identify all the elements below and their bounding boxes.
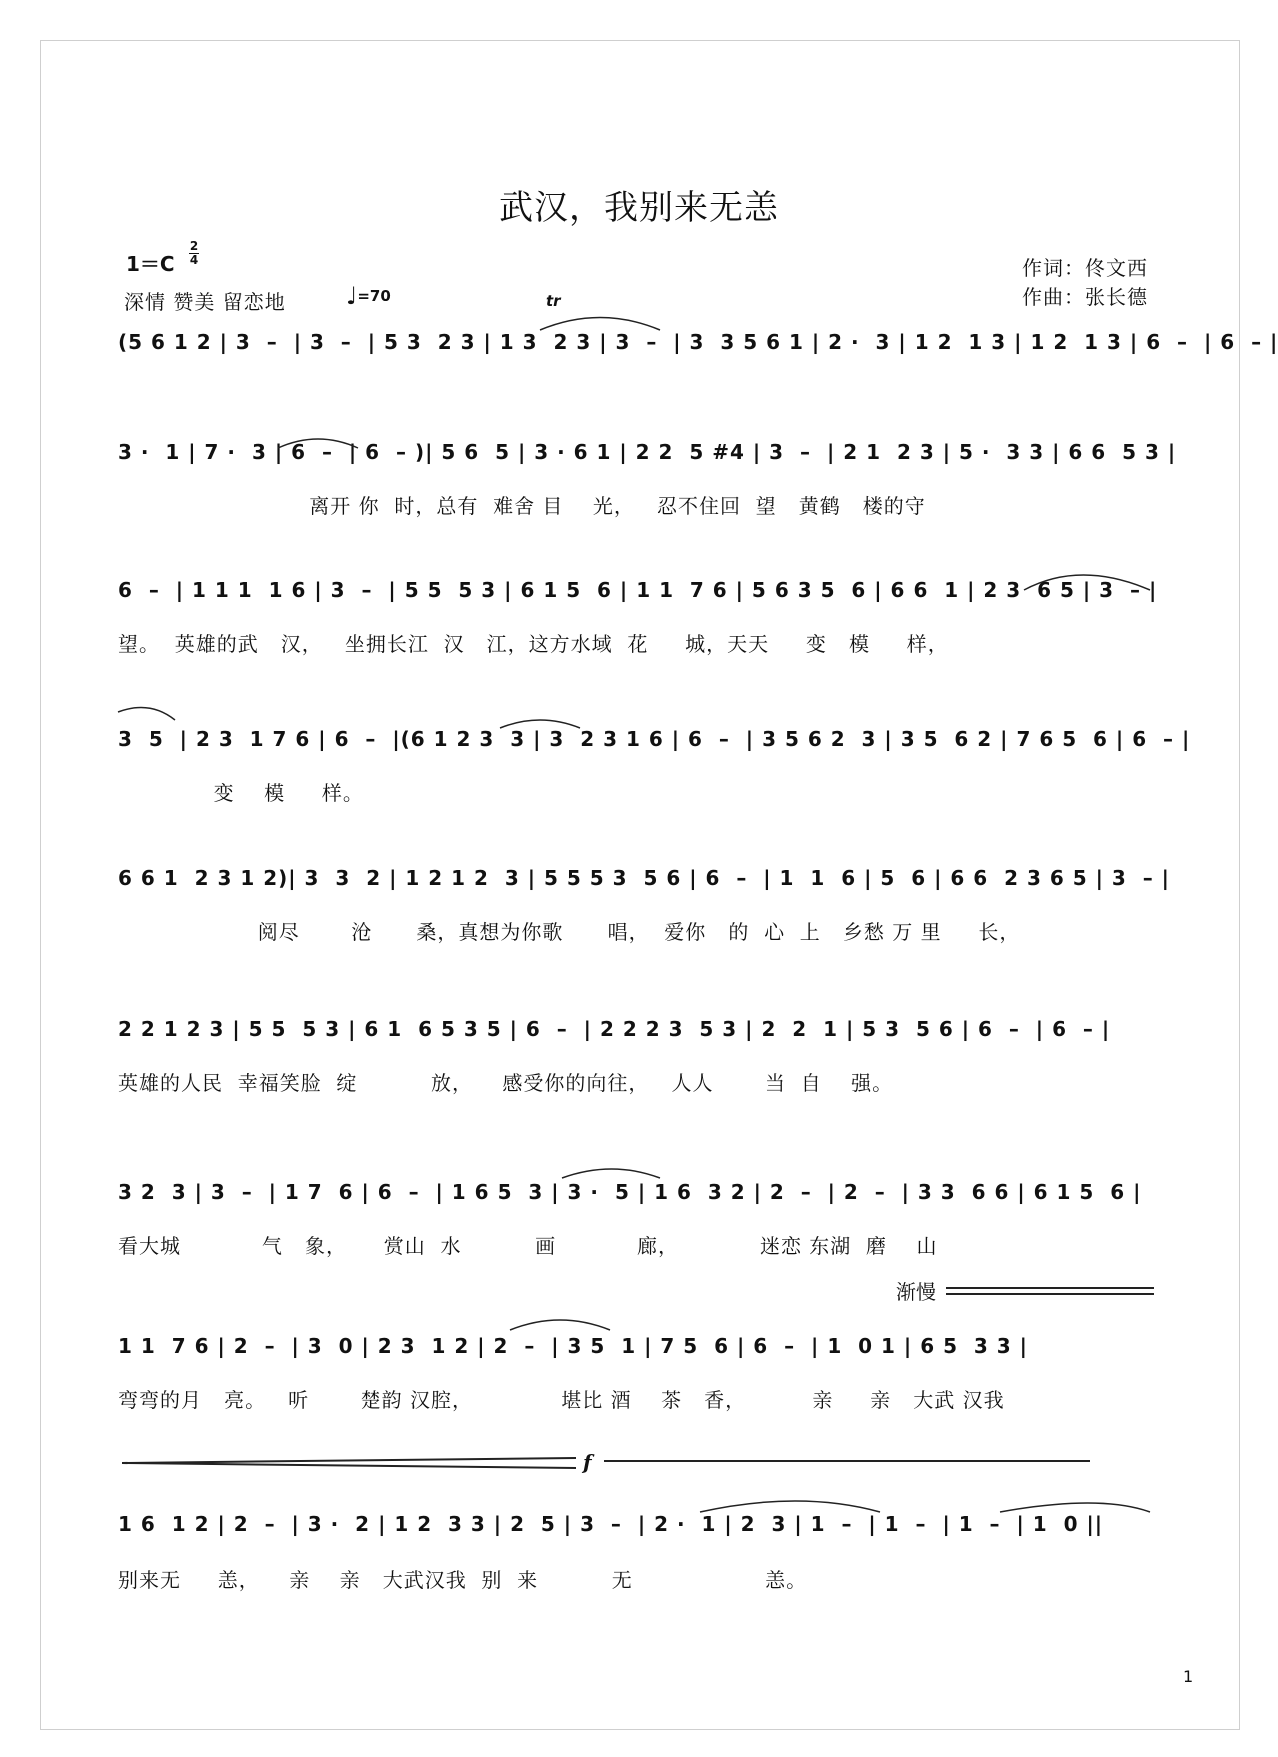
score-row-6	[118, 1017, 1158, 1095]
lyric-line: 望。 英雄的武 汉， 坐拥长江 汉 江，这方水域 花 城，天天 变 模 样，	[118, 632, 949, 656]
notation-line: 3 2 3 | 3 – | 1 7 6 | 6 – | 1 6 5 3 | 3 · 5 | 1 6 3 2 | 2 – | 2 – | 3 3 6 6 | 6 1 5 6 |	[118, 1180, 1142, 1204]
time-signature	[188, 240, 200, 267]
lyricist-credit: 作词：佟文西	[1022, 256, 1148, 280]
lyric-line: 阅尽 沧 桑，真想为你歌 唱， 爱你 的 心 上 乡愁 万 里 长，	[118, 920, 1021, 944]
lyric-line: 离开 你 时，总有 难舍 目 光， 忍不住回 望 黄鹤 楼的守	[118, 494, 926, 518]
lyric-line: 别来无 恙， 亲 亲 大武汉我 别 来 无 恙。	[118, 1568, 808, 1592]
ritardando-line	[946, 1287, 1154, 1289]
page-number: 1	[1183, 1667, 1194, 1686]
notation-line: 6 – | 1 1 1 1 6 | 3 – | 5 5 5 3 | 6 1 5 6 | 1 1 7 6 | 5 6 3 5 6 | 6 6 1 | 2 3 6 5 | 3 – |	[118, 578, 1158, 602]
score-row-2	[118, 440, 1177, 518]
notation-line: 1 6 1 2 | 2 – | 3 · 2 | 1 2 3 3 | 2 5 | 3 – | 2 · 1 | 2 3 | 1 – | 1 – | 1 – | 1 0 ||	[118, 1512, 1104, 1536]
score-row-1	[118, 330, 1278, 370]
tempo-marking	[346, 282, 391, 310]
trill-mark: tr	[546, 292, 561, 310]
score-row-9	[118, 1512, 1158, 1592]
score-row-3	[118, 578, 1158, 656]
lyric-line: 看大城 气 象， 赏山 水 画 廊， 迷恋 东湖 磨 山	[118, 1234, 938, 1258]
notation-line: (5 6 1 2 | 3 – | 3 – | 5 3 2 3 | 1 3 2 3 | 3 – | 3 3 5 6 1 | 2 · 3 | 1 2 1 3 | 1 2 1 3 | 6 – | 6 – |	[118, 330, 1278, 354]
score-row-5	[118, 866, 1170, 944]
quarter-note-icon: ♩	[346, 282, 358, 310]
notation-line: 3 5 | 2 3 1 7 6 | 6 – |(6 1 2 3 3 | 3 2 3 1 6 | 6 – | 3 5 6 2 3 | 3 5 6 2 | 7 6 5 6 | 6 – |	[118, 727, 1191, 751]
time-signature-top: 2	[189, 239, 199, 253]
expression-marking: 深情 赞美 留恋地	[124, 290, 286, 314]
ritardando-line	[946, 1293, 1154, 1295]
score-row-4	[118, 727, 1191, 805]
ritardando-marking: 渐慢	[896, 1280, 936, 1304]
key-signature: 1＝C	[126, 252, 175, 276]
forte-marking: f	[583, 1450, 592, 1474]
tempo-value: =70	[357, 287, 391, 305]
lyric-line: 英雄的人民 幸福笑脸 绽 放， 感受你的向往， 人人 当 自 强。	[118, 1071, 894, 1095]
score-row-8	[118, 1334, 1158, 1412]
composer-credit: 作曲：张长德	[1022, 285, 1148, 309]
credits	[1022, 254, 1148, 312]
notation-line: 1 1 7 6 | 2 – | 3 0 | 2 3 1 2 | 2 – | 3 5 1 | 7 5 6 | 6 – | 1 0 1 | 6 5 3 3 |	[118, 1334, 1028, 1358]
notation-line: 3 · 1 | 7 · 3 | 6 – | 6 – )| 5 6 5 | 3 · 6 1 | 2 2 5 #4 | 3 – | 2 1 2 3 | 5 · 3 3 | 6 6 5 3 |	[118, 440, 1177, 464]
lyric-line: 弯弯的月 亮。 听 楚韵 汉腔， 堪比 酒 茶 香， 亲 亲 大武 汉我	[118, 1388, 1005, 1412]
score-row-7	[118, 1180, 1158, 1258]
lyric-line: 变 模 样。	[118, 781, 364, 805]
notation-line: 2 2 1 2 3 | 5 5 5 3 | 6 1 6 5 3 5 | 6 – | 2 2 2 3 5 3 | 2 2 1 | 5 3 5 6 | 6 – | 6 – |	[118, 1017, 1111, 1041]
time-signature-bottom: 4	[189, 253, 199, 267]
notation-line: 6 6 1 2 3 1 2)| 3 3 2 | 1 2 1 2 3 | 5 5 5 3 5 6 | 6 – | 1 1 6 | 5 6 | 6 6 2 3 6 5 | 3 – |	[118, 866, 1170, 890]
song-title: 武汉，我别来无恙	[499, 188, 779, 228]
